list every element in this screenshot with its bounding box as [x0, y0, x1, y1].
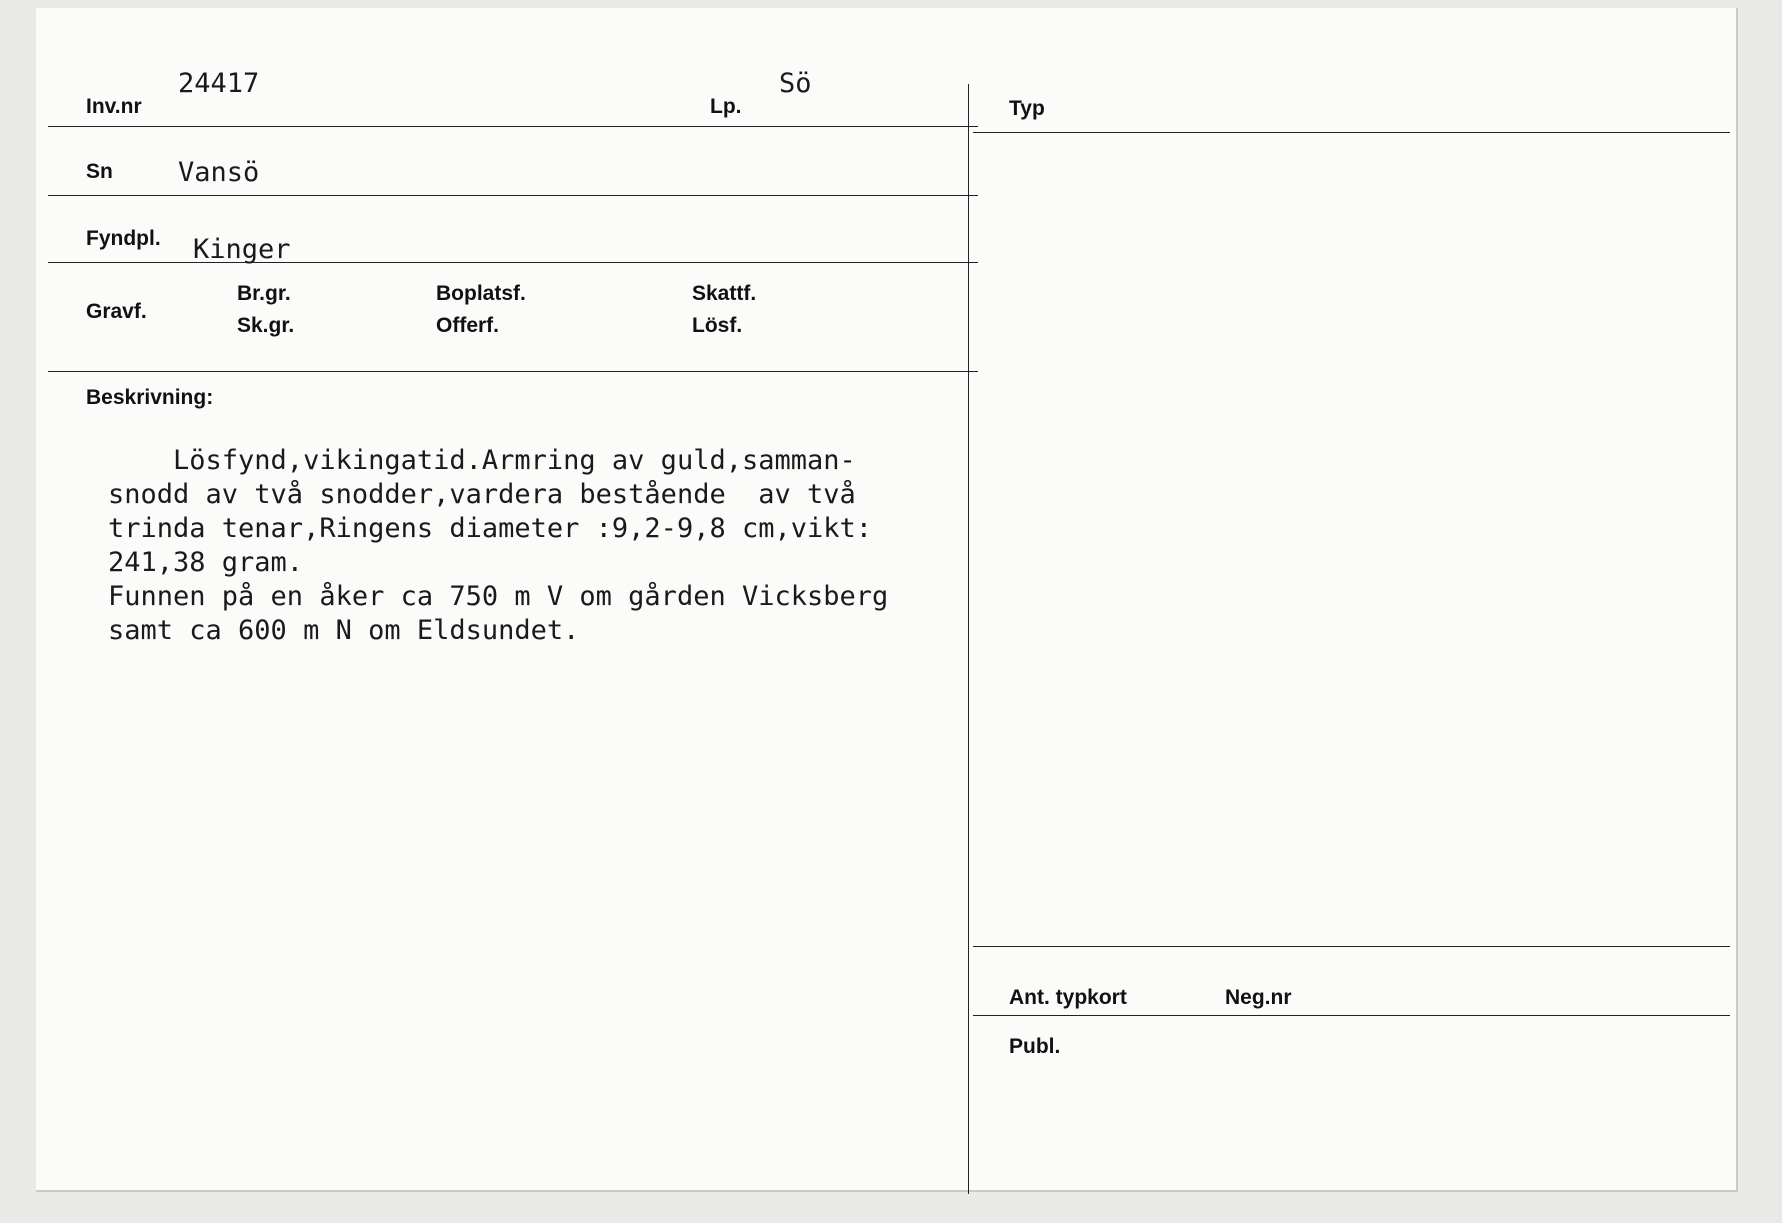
- beskrivning-label: Beskrivning:: [86, 386, 214, 409]
- rule-ant: [973, 946, 1730, 947]
- rule-fyndpl: [48, 262, 978, 263]
- rule-gravf: [48, 371, 978, 372]
- losf-label: Lösf.: [692, 314, 743, 337]
- fyndpl-value: Kinger: [193, 234, 291, 265]
- description-line: snodd av två snodder,vardera bestående av två: [108, 479, 856, 510]
- catalog-card: [36, 8, 1738, 1192]
- ant-typkort-label: Ant. typkort: [1009, 986, 1127, 1009]
- offerf-label: Offerf.: [436, 314, 499, 337]
- fyndpl-label: Fyndpl.: [86, 227, 161, 250]
- neg-nr-label: Neg.nr: [1225, 986, 1292, 1009]
- description-text: [108, 444, 888, 648]
- publ-label: Publ.: [1009, 1035, 1061, 1058]
- description-line: 241,38 gram.: [108, 547, 304, 578]
- rule-publ: [973, 1015, 1730, 1016]
- inv-nr-label: Inv.nr: [86, 95, 142, 118]
- lp-label: Lp.: [710, 95, 742, 118]
- rule-sn: [48, 195, 978, 196]
- gravf-label: Gravf.: [86, 300, 147, 323]
- rule-inv: [48, 126, 978, 127]
- boplatsf-label: Boplatsf.: [436, 282, 526, 305]
- description-line: samt ca 600 m N om Eldsundet.: [108, 615, 580, 646]
- sn-label: Sn: [86, 160, 113, 183]
- description-line: trinda tenar,Ringens diameter :9,2-9,8 cm,vikt:: [108, 513, 873, 544]
- br-gr-label: Br.gr.: [237, 282, 291, 305]
- lp-value: Sö: [779, 68, 812, 99]
- column-divider: [968, 84, 969, 1194]
- description-line: Funnen på en åker ca 750 m V om gården Vicksberg: [108, 581, 889, 612]
- inv-nr-value: 24417: [178, 68, 260, 99]
- sk-gr-label: Sk.gr.: [237, 314, 295, 337]
- description-line: Lösfynd,vikingatid.Armring av guld,samman-: [108, 445, 856, 476]
- sn-value: Vansö: [178, 157, 260, 188]
- skattf-label: Skattf.: [692, 282, 757, 305]
- typ-label: Typ: [1009, 97, 1045, 120]
- rule-typ: [973, 132, 1730, 133]
